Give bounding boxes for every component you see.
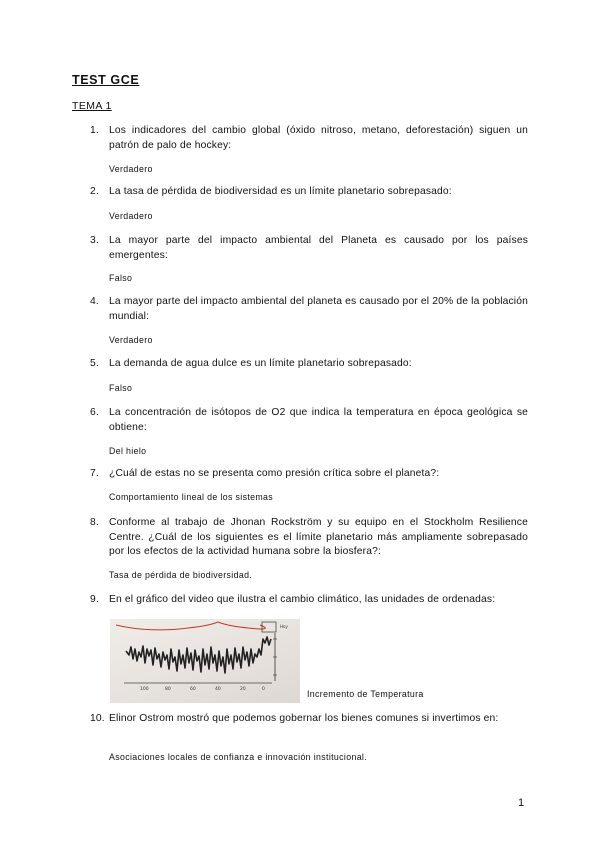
question-number: 6. xyxy=(90,407,99,418)
question-number: 9. xyxy=(90,594,99,605)
answer-8: Tasa de pérdida de biodiversidad. xyxy=(109,570,253,580)
question-5 xyxy=(90,357,528,372)
question-number: 3. xyxy=(90,235,99,246)
question-number: 7. xyxy=(90,468,99,479)
temperature-graph-image xyxy=(110,619,300,703)
x-tick-label: 80 xyxy=(165,687,171,692)
question-number: 4. xyxy=(90,296,99,307)
answer-1: Verdadero xyxy=(109,164,153,174)
question-8 xyxy=(90,516,528,560)
question-text: En el gráfico del video que ilustra el cambio climático, las unidades de ordenadas: xyxy=(109,594,496,605)
question-9 xyxy=(90,593,528,608)
question-text: Conforme al trabajo de Jhonan Rockström y su equipo en el Stockholm Resilience Centre. ¿Cuál de los siguientes es el límite planetario más ampliamente sobrepasado por los efectos de la actividad humana sobre la biosfera?: xyxy=(109,517,528,557)
document-title: TEST GCE xyxy=(72,73,140,87)
x-tick-label: 20 xyxy=(240,687,246,692)
question-1 xyxy=(90,124,528,153)
graph-note: Hoy xyxy=(280,624,288,629)
question-number: 10. xyxy=(90,713,105,724)
question-text: La concentración de isótopos de O2 que indica la temperatura en época geológica se obtiene: xyxy=(109,407,528,433)
x-tick-label: 60 xyxy=(190,687,196,692)
answer-4: Verdadero xyxy=(109,335,153,345)
answer-3: Falso xyxy=(109,273,133,283)
question-text: La tasa de pérdida de biodiversidad es un límite planetario sobrepasado: xyxy=(109,186,452,197)
page-number: 1 xyxy=(518,797,525,809)
x-tick-label: 40 xyxy=(215,687,221,692)
question-number: 5. xyxy=(90,358,99,369)
answer-7: Comportamiento lineal de los sistemas xyxy=(109,492,274,502)
answer-10: Asociaciones locales de confianza e innovación institucional. xyxy=(109,752,368,762)
question-text: La mayor parte del impacto ambiental del Planeta es causado por los países emergentes: xyxy=(109,235,528,261)
x-tick-label: 100 xyxy=(140,687,149,692)
question-text: La demanda de agua dulce es un límite planetario sobrepasado: xyxy=(109,358,412,369)
answer-2: Verdadero xyxy=(109,211,153,221)
question-4 xyxy=(90,295,528,324)
answer-6: Del hielo xyxy=(109,446,147,456)
question-10 xyxy=(90,712,528,727)
question-3 xyxy=(90,234,528,263)
x-tick-label: 0 xyxy=(262,687,265,692)
question-text: ¿Cuál de estas no se presenta como presión crítica sobre el planeta?: xyxy=(109,468,440,479)
question-number: 1. xyxy=(90,125,99,136)
answer-9: Incremento de Temperatura xyxy=(307,689,424,699)
answer-5: Falso xyxy=(109,383,133,393)
question-text: La mayor parte del impacto ambiental del planeta es causado por el 20% de la población mundial: xyxy=(109,296,528,322)
temperature-record-graph-icon xyxy=(110,619,300,703)
question-text: Los indicadores del cambio global (óxido nitroso, metano, deforestación) siguen un patrón de palo de hockey: xyxy=(109,125,528,151)
question-7 xyxy=(90,467,528,482)
section-heading: TEMA 1 xyxy=(72,100,112,112)
question-text: Elinor Ostrom mostró que podemos gobernar los bienes comunes si invertimos en: xyxy=(109,713,499,724)
question-6 xyxy=(90,406,528,435)
question-number: 8. xyxy=(90,517,99,528)
question-2 xyxy=(90,185,528,200)
question-number: 2. xyxy=(90,186,99,197)
